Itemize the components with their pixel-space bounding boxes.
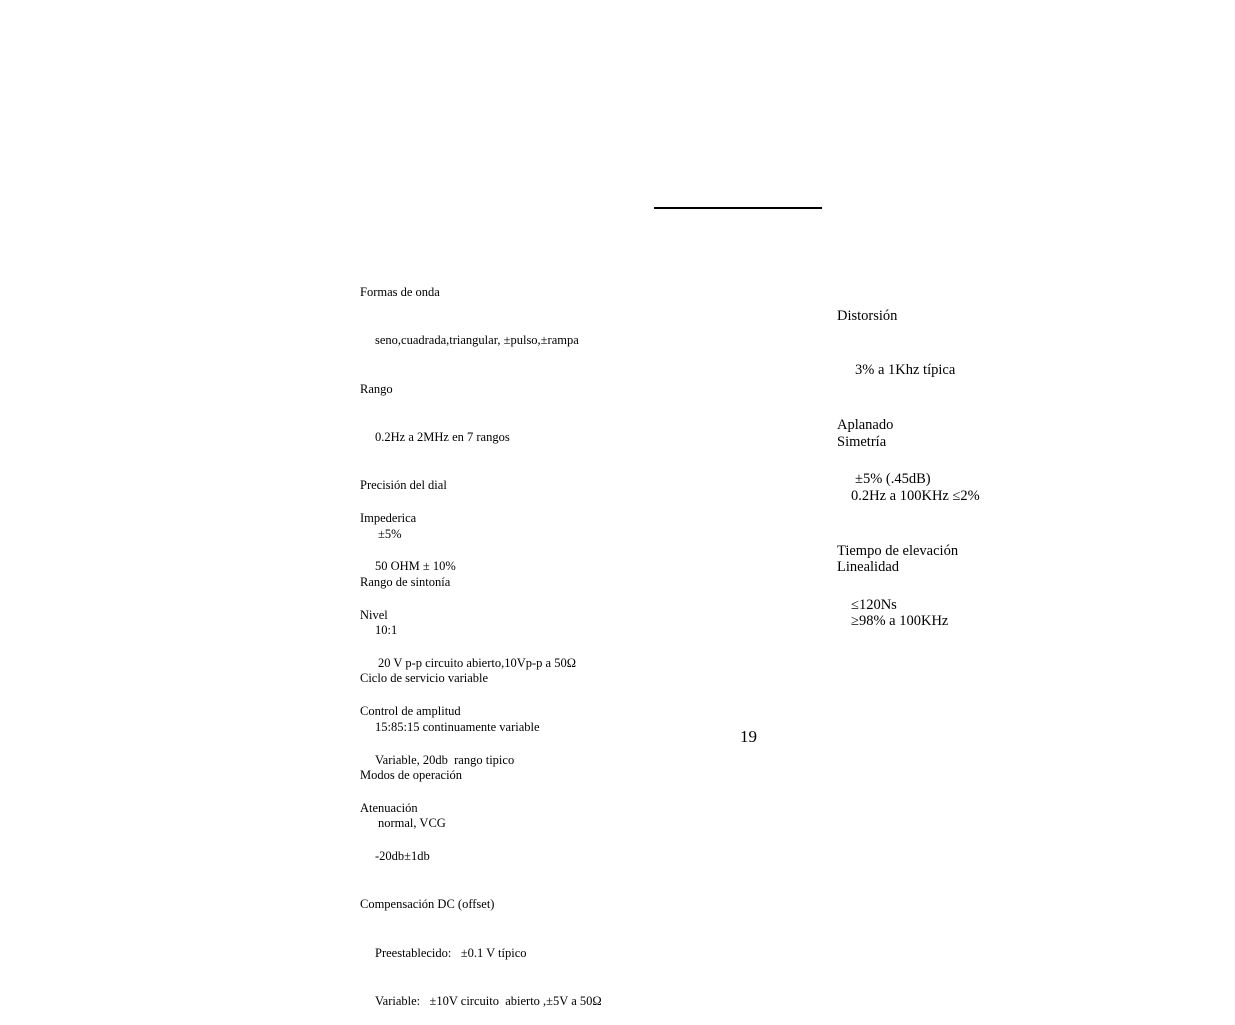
spec-label-ciclo-servicio: Ciclo de servicio variable bbox=[360, 671, 489, 686]
spec-value-rango: 0.2Hz a 2MHz en 7 rangos bbox=[375, 430, 510, 445]
page-number: 19 bbox=[740, 727, 757, 746]
spec-value-control-amplitud: Variable, 20db rango tipico bbox=[375, 752, 515, 767]
spec-value-formas-de-onda: seno,cuadrada,triangular, ±pulso,±rampa bbox=[375, 333, 579, 348]
spec-value-ciclo-servicio: 15:85:15 continuamente variable bbox=[375, 719, 540, 734]
spec-value-nivel: 20 V p-p circuito abierto,10Vp-p a 50Ω bbox=[378, 656, 577, 671]
spec-label-aplanado: Aplanado bbox=[837, 416, 894, 433]
spec-label-control-amplitud: Control de amplitud bbox=[360, 704, 461, 719]
spec-label-compensacion-dc: Compensación DC (offset) bbox=[360, 897, 495, 912]
spec-value-rango-sintonia: 10:1 bbox=[375, 623, 398, 638]
spec-label-precision-dial: Precisión del dial bbox=[360, 478, 447, 493]
spec-label-nivel: Nivel bbox=[360, 607, 388, 622]
spec-label-impedancia: Impederica bbox=[360, 511, 417, 526]
spec-value-impedancia: 50 OHM ± 10% bbox=[375, 559, 456, 574]
spec-label-linealidad: Linealidad bbox=[837, 559, 900, 576]
spec-value-aplanado: ±5% (.45dB) bbox=[855, 471, 931, 488]
right-spec-block-3 bbox=[837, 522, 948, 649]
spec-label-rango: Rango bbox=[360, 381, 393, 396]
spec-label-tiempo-elevacion: Tiempo de elevación bbox=[837, 542, 959, 559]
spec-value-tiempo-elevacion: ≤120Ns bbox=[851, 597, 897, 614]
spec-label-simetria: Simetría bbox=[837, 434, 887, 451]
spec-value-atenuacion: -20db±1db bbox=[375, 849, 430, 864]
spec-label-atenuacion: Atenuación bbox=[360, 800, 418, 815]
spec-value-compensacion-variable: Variable: ±10V circuito abierto ,±5V a 50Ω bbox=[375, 994, 602, 1008]
spec-value-modos-operacion: normal, VCG bbox=[378, 816, 446, 831]
spec-label-rango-sintonia: Rango de sintonía bbox=[360, 574, 451, 589]
spec-label-distorsion: Distorsión bbox=[837, 308, 898, 325]
spec-value-linealidad: ≥98% a 100KHz bbox=[851, 613, 949, 630]
spec-value-compensacion-preestablecido: Preestablecido: ±0.1 V típico bbox=[375, 945, 527, 960]
header-rule bbox=[654, 207, 822, 209]
spec-value-precision-dial: ±5% bbox=[378, 526, 402, 541]
left-spec-block-2 bbox=[360, 478, 602, 1025]
spec-value-distorsion: 3% a 1Khz típica bbox=[855, 362, 956, 379]
spec-value-simetria: 0.2Hz a 100KHz ≤2% bbox=[851, 488, 980, 505]
spec-label-modos-operacion: Modos de operación bbox=[360, 768, 463, 782]
spec-label-formas-de-onda: Formas de onda bbox=[360, 285, 440, 300]
